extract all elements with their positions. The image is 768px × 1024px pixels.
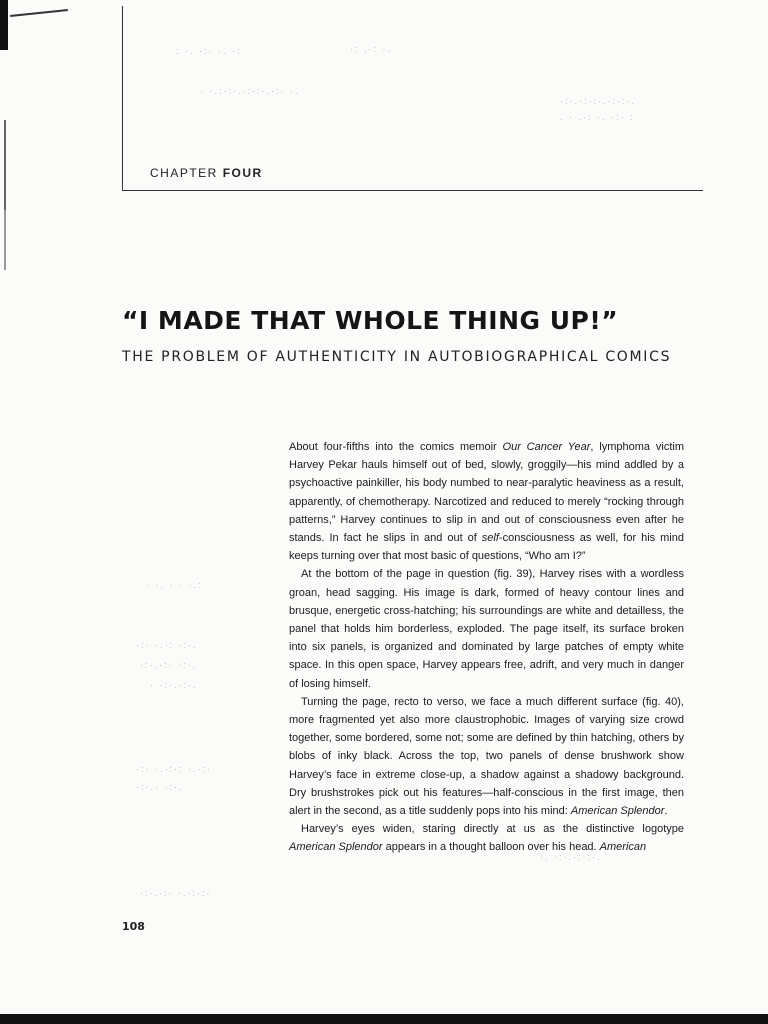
scan-edge-mark: [0, 0, 8, 50]
bleed-through-speckle: · ·. · · ·.:: [146, 580, 203, 590]
text-run: .: [664, 805, 668, 818]
body-text: [289, 438, 684, 857]
chapter-prefix: CHAPTER: [150, 166, 218, 180]
body-paragraph: [289, 438, 684, 565]
chapter-frame: [122, 6, 703, 191]
bleed-through-speckle: ·:· ·.·: ·:·.: [136, 640, 198, 650]
text-run: Harvey’s eyes widen, staring directly at us as the distinctive logotype: [301, 823, 684, 836]
bleed-through-speckle: : ·. ·:· ·. ·:: [176, 46, 242, 56]
chapter-label: [150, 166, 263, 180]
italic-text: self: [481, 532, 499, 545]
body-paragraph: [289, 565, 684, 692]
bleed-through-speckle: ·:·.·:· ·:·.: [140, 660, 197, 670]
text-run: , lymphoma victim Harvey Pekar hauls himself out of bed, slowly, groggily—his mind addled by a psychoactive painkiller, his body numbed to near-paralytic heaviness as a result, apparently, of chemotherapy. Narcotized and reduced to merely “rocking through patterns,” Harvey continues to slip in and out of consciousness even after he stands. In fact he slips in and out of: [289, 441, 684, 545]
italic-text: Our Cancer Year: [502, 441, 591, 453]
italic-text: American Splendor: [570, 805, 665, 818]
italic-text: American: [599, 841, 647, 854]
chapter-subtitle: THE PROBLEM OF AUTHENTICITY IN AUTOBIOGRAPHICAL COMICS: [122, 349, 672, 365]
bleed-through-speckle: ·:·.·:·:·.·:·:·.: [560, 96, 636, 106]
text-run: At the bottom of the page in question (fig. 39), Harvey rises with a wordless groan, head sagging. His image is dark, formed of heavy contour lines and brusque, energetic cross-hatching; his surroundings are white and detailless, the panel that holds him borderless, exploded. The page itself, its surface broken into six panels, is organized and dominated by large patches of empty white space. In this open space, Harvey appears free, adrift, and very much in danger of losing himself.: [289, 568, 684, 690]
chapter-title: “I MADE THAT WHOLE THING UP!”: [122, 306, 619, 335]
scan-margin-line: [4, 210, 6, 270]
bleed-through-speckle: ·. ·:·.·:·:·.: [540, 852, 602, 862]
text-run: appears in a thought balloon over his head.: [382, 841, 600, 854]
page-number: 108: [122, 920, 145, 933]
scan-margin-line: [4, 120, 6, 210]
bleed-through-speckle: ·: .·: ·.: [350, 44, 392, 54]
bleed-through-speckle: . · .·: ·. ·:· :: [560, 112, 635, 122]
italic-text: American Splendor: [289, 841, 383, 854]
scan-bottom-edge: [0, 1014, 768, 1024]
body-paragraph: [289, 820, 684, 856]
scan-stroke: [10, 9, 68, 17]
text-run: About four-fifths into the comics memoir: [289, 441, 503, 453]
chapter-number: FOUR: [222, 166, 263, 180]
body-paragraph: [289, 693, 684, 820]
text-run: Turning the page, recto to verso, we face a much different surface (fig. 40), more fragmented yet also more claustrophobic. Images of varying size crowd together, some bordered, some not; some are defined by thin hatching, others by blobs of inky black. Across the top, two panels of dense brushwork show Harvey’s face in extreme close-up, a shadow against a shadowy background. Dry brushstrokes pick out his features—half-conscious in the first image, then alert in the second, as a title suddenly pops into his mind:: [289, 695, 684, 818]
bleed-through-speckle: ·:·.· ·:·.: [136, 782, 184, 792]
text-run: -consciousness as well, for his mind keeps turning over that most basic of questions, “Who am I?”: [289, 532, 684, 563]
bleed-through-speckle: ·:·.·:· ·.·:·:·: [140, 888, 212, 898]
bleed-through-speckle: ·:· ·.·:·: ·.·:·: [136, 764, 212, 774]
bleed-through-speckle: · ·:·.·:·.: [150, 680, 198, 690]
bleed-through-speckle: · ·.:·:·.·:·:·.·:· ·.: [200, 86, 300, 96]
